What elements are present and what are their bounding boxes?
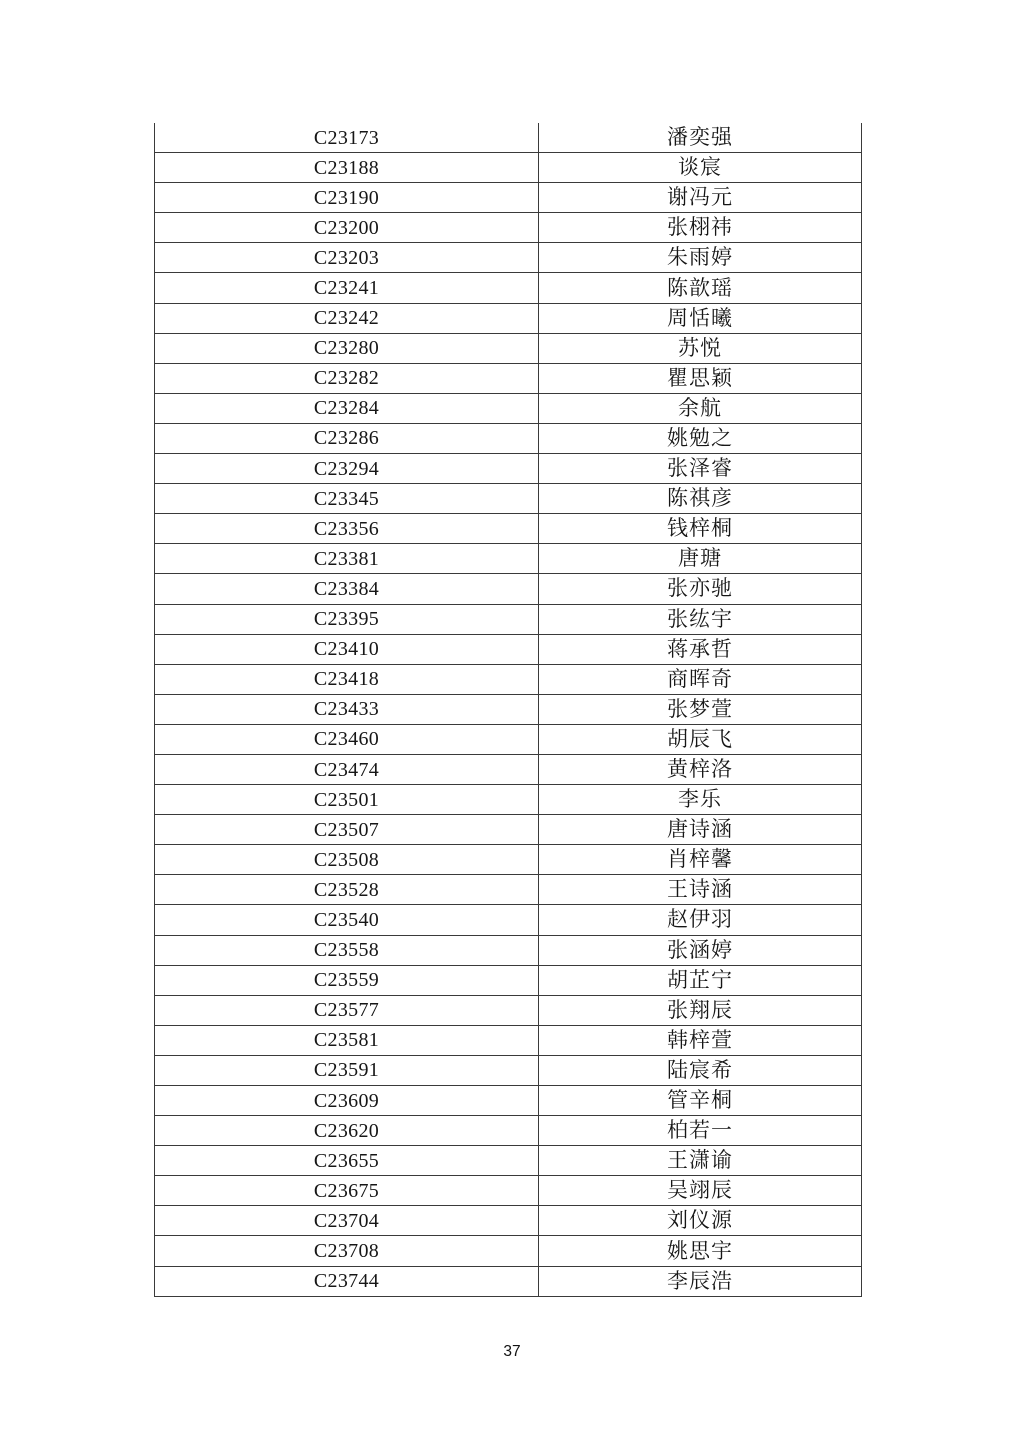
table-row (155, 574, 861, 604)
student-name-cell: 余航 (678, 395, 722, 420)
student-code-cell: C23395 (155, 605, 539, 634)
student-name-cell: 蒋承哲 (667, 636, 733, 661)
student-name-cell: 唐瑭 (678, 546, 722, 571)
table-row (155, 815, 861, 845)
table-row (155, 755, 861, 785)
table-row (155, 1176, 861, 1206)
table-row (155, 1236, 861, 1266)
table-row (155, 1206, 861, 1236)
student-code-cell: C23559 (155, 966, 539, 995)
table-row (155, 996, 861, 1026)
table-row (155, 153, 861, 183)
student-code-cell: C23356 (155, 514, 539, 543)
table-row (155, 123, 861, 153)
table-row (155, 364, 861, 394)
student-code-cell: C23620 (155, 1116, 539, 1145)
student-code-cell: C23558 (155, 936, 539, 965)
student-code-cell: C23280 (155, 334, 539, 363)
table-row (155, 1026, 861, 1056)
student-name-cell: 谢冯元 (667, 185, 733, 210)
student-code-cell: C23708 (155, 1236, 539, 1265)
table-row (155, 334, 861, 364)
student-code-cell: C23474 (155, 755, 539, 784)
student-name-cell: 胡芷宁 (667, 967, 733, 992)
student-name-cell: 瞿思颖 (667, 365, 733, 390)
student-code-cell: C23460 (155, 725, 539, 754)
table-row (155, 695, 861, 725)
table-row (155, 213, 861, 243)
student-code-cell: C23418 (155, 665, 539, 694)
table-row (155, 936, 861, 966)
student-name-cell: 钱梓桐 (667, 516, 733, 541)
student-name-cell: 胡辰飞 (667, 726, 733, 751)
table-row (155, 785, 861, 815)
student-code-cell: C23384 (155, 574, 539, 603)
student-code-cell: C23284 (155, 394, 539, 423)
student-code-cell: C23345 (155, 484, 539, 513)
student-name-cell: 商晖奇 (667, 666, 733, 691)
student-name-cell: 吴翊辰 (667, 1178, 733, 1203)
table-row (155, 484, 861, 514)
student-code-cell: C23744 (155, 1267, 539, 1296)
student-name-cell: 陈祺彦 (667, 486, 733, 511)
student-code-cell: C23241 (155, 273, 539, 302)
student-code-cell: C23508 (155, 845, 539, 874)
student-code-cell: C23577 (155, 996, 539, 1025)
table-row (155, 273, 861, 303)
student-code-cell: C23203 (155, 243, 539, 272)
student-code-cell: C23704 (155, 1206, 539, 1235)
student-code-cell: C23591 (155, 1056, 539, 1085)
student-name-cell: 张亦驰 (667, 576, 733, 601)
student-name-cell: 张栩祎 (667, 215, 733, 240)
student-name-cell: 柏若一 (667, 1118, 733, 1143)
student-name-cell: 潘奕强 (667, 125, 733, 150)
table-row (155, 905, 861, 935)
table-row (155, 725, 861, 755)
table-row (155, 304, 861, 334)
student-name-cell: 周恬曦 (667, 305, 733, 330)
student-code-cell: C23282 (155, 364, 539, 393)
student-name-cell: 黄梓洛 (667, 757, 733, 782)
table-row (155, 966, 861, 996)
table-row (155, 544, 861, 574)
table-row (155, 1146, 861, 1176)
student-name-cell: 李乐 (678, 787, 722, 812)
student-code-cell: C23173 (155, 123, 539, 152)
table-row (155, 1267, 861, 1297)
student-name-cell: 姚勉之 (667, 425, 733, 450)
student-code-cell: C23433 (155, 695, 539, 724)
student-name-cell: 朱雨婷 (667, 245, 733, 270)
student-code-cell: C23200 (155, 213, 539, 242)
student-code-cell: C23190 (155, 183, 539, 212)
table-row (155, 1116, 861, 1146)
table-row (155, 454, 861, 484)
student-code-cell: C23528 (155, 875, 539, 904)
student-name-cell: 唐诗涵 (667, 817, 733, 842)
student-name-cell: 张梦萱 (667, 696, 733, 721)
student-name-cell: 陆宸希 (667, 1057, 733, 1082)
student-name-cell: 谈宸 (678, 155, 722, 180)
student-code-cell: C23507 (155, 815, 539, 844)
student-name-cell: 管辛桐 (667, 1088, 733, 1113)
table-row (155, 183, 861, 213)
table-row (155, 243, 861, 273)
student-name-cell: 张泽睿 (667, 456, 733, 481)
student-name-cell: 苏悦 (678, 335, 722, 360)
table-row (155, 1086, 861, 1116)
student-code-cell: C23675 (155, 1176, 539, 1205)
student-name-cell: 张涵婷 (667, 937, 733, 962)
student-code-cell: C23294 (155, 454, 539, 483)
roster-table (154, 123, 862, 1297)
student-code-cell: C23540 (155, 905, 539, 934)
student-code-cell: C23501 (155, 785, 539, 814)
table-row (155, 424, 861, 454)
table-row (155, 845, 861, 875)
student-name-cell: 王诗涵 (667, 877, 733, 902)
student-code-cell: C23286 (155, 424, 539, 453)
table-row (155, 635, 861, 665)
student-code-cell: C23609 (155, 1086, 539, 1115)
student-code-cell: C23410 (155, 635, 539, 664)
student-name-cell: 王潇谕 (667, 1148, 733, 1173)
student-name-cell: 肖梓馨 (667, 847, 733, 872)
table-row (155, 875, 861, 905)
student-code-cell: C23655 (155, 1146, 539, 1175)
student-name-cell: 张翔辰 (667, 997, 733, 1022)
table-row (155, 1056, 861, 1086)
student-code-cell: C23381 (155, 544, 539, 573)
table-row (155, 394, 861, 424)
student-name-cell: 张纮宇 (667, 606, 733, 631)
table-row (155, 514, 861, 544)
page-number: 37 (503, 1343, 521, 1360)
student-code-cell: C23188 (155, 153, 539, 182)
table-row (155, 665, 861, 695)
student-name-cell: 李辰浩 (667, 1268, 733, 1293)
student-code-cell: C23581 (155, 1026, 539, 1055)
student-name-cell: 陈歆瑶 (667, 275, 733, 300)
student-name-cell: 刘仪源 (667, 1208, 733, 1233)
student-code-cell: C23242 (155, 304, 539, 333)
student-name-cell: 姚思宇 (667, 1238, 733, 1263)
student-name-cell: 赵伊羽 (667, 907, 733, 932)
student-name-cell: 韩梓萱 (667, 1027, 733, 1052)
table-row (155, 605, 861, 635)
